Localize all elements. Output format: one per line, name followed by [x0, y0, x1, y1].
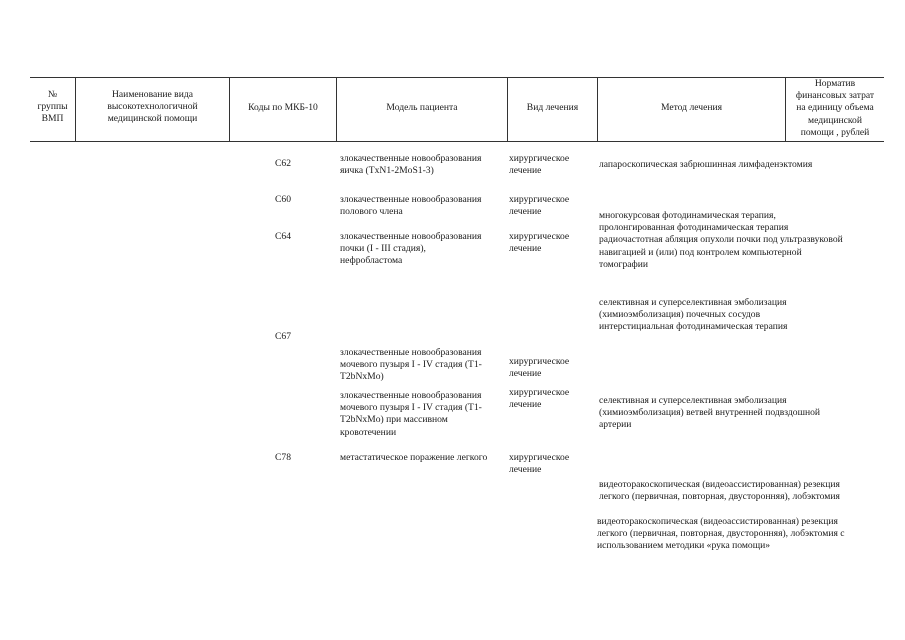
icd-code: C64	[275, 231, 291, 242]
icd-code: C60	[275, 194, 291, 205]
patient-model: злокачественные новообразования мочевого пузыря I - IV стадия (T1- T2bNxMo) при массивном кровотечении	[340, 390, 482, 438]
treatment-method: селективная и суперселективная эмболизация (химиоэмболизация) ветвей внутренней подвздошной артерии	[599, 395, 821, 431]
treatment-type: хирургическое лечение	[509, 153, 570, 177]
header-treatment-method: Метод лечения	[660, 102, 723, 113]
icd-code: C78	[275, 452, 291, 463]
icd-code: C62	[275, 158, 291, 169]
icd-code: C67	[275, 331, 291, 342]
treatment-method: многокурсовая фотодинамическая терапия, пролонгированная фотодинамическая терапия радиочастотная абляция опухоли почки под ультразвуковой навигацией и (или) под контролем компьютерной томографии	[599, 210, 843, 270]
treatment-method: видеоторакоскопическая (видеоассистированная) резекция легкого (первичная, повторная, двусторонняя), лобэктомия с использованием методики «рука помощи»	[597, 516, 845, 552]
treatment-type: хирургическое лечение	[509, 387, 570, 411]
patient-model: злокачественные новообразования мочевого пузыря I - IV стадия (T1- T2bNxMo)	[340, 347, 482, 383]
patient-model: злокачественные новообразования почки (I - III стадия), нефробластома	[340, 231, 482, 267]
table-header-bottom-border	[30, 141, 884, 142]
treatment-type: хирургическое лечение	[509, 452, 570, 476]
patient-model: злокачественные новообразования яичка (TxN1-2MoS1-3)	[340, 153, 482, 177]
treatment-method: лапароскопическая забрюшинная лимфаденэктомия	[599, 159, 813, 170]
header-treatment-type: Вид лечения	[526, 102, 579, 113]
patient-model: злокачественные новообразования полового члена	[340, 194, 482, 218]
treatment-method: селективная и суперселективная эмболизация (химиоэмболизация) почечных сосудов интерстициальная фотодинамическая терапия	[599, 297, 788, 333]
treatment-type: хирургическое лечение	[509, 194, 570, 218]
header-patient-model: Модель пациента	[386, 102, 458, 113]
treatment-type: хирургическое лечение	[509, 356, 570, 380]
table-top-border	[30, 77, 884, 78]
header-care-type: Наименование вида высокотехнологичной медицинской помощи	[107, 89, 198, 125]
patient-model: метастатическое поражение легкого	[340, 452, 488, 463]
treatment-type: хирургическое лечение	[509, 231, 570, 255]
header-cost-norm: Норматив финансовых затрат на единицу объема медицинской помощи , рублей	[795, 78, 875, 138]
header-icd-codes: Коды по МКБ-10	[248, 102, 318, 113]
header-group-number: № группы ВМП	[37, 89, 68, 125]
treatment-method: видеоторакоскопическая (видеоассистированная) резекция легкого (первичная, повторная, двусторонняя), лобэктомия	[599, 479, 840, 503]
